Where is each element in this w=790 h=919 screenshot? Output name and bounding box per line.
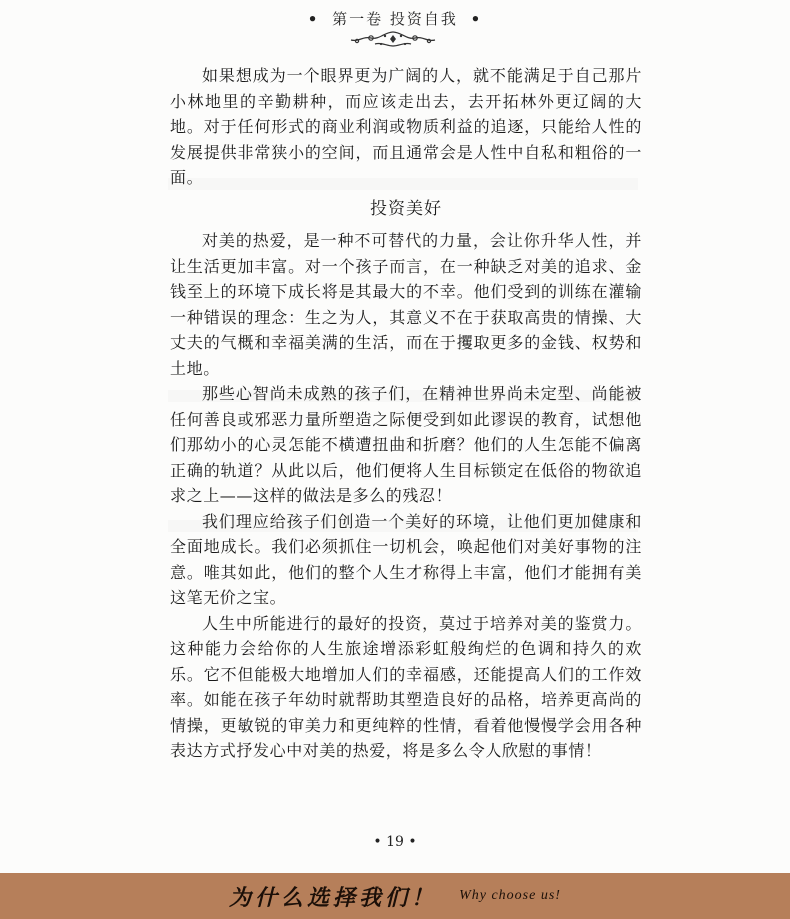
body-paragraph: 人生中所能进行的最好的投资，莫过于培养对美的鉴赏力。这种能力会给你的人生旅途增添彩虹般绚烂的色调和持久的欢乐。它不但能极大地增加人们的幸福感，还能提高人们的工作效率。如能在孩子年幼时就帮助其塑造良好的品格，培养更高尚的情操，更敏锐的审美力和更纯粹的性情，看着他慢慢学会用各种表达方式抒发心中对美的热爱，将是多么令人欣慰的事情！: [170, 613, 642, 760]
header-dot-right: •: [470, 10, 483, 28]
intro-paragraph: 如果想成为一个眼界更为广阔的人，就不能满足于自己那片小林地里的辛勤耕种，而应该走出去，去开拓林外更辽阔的大地。对于任何形式的商业利润或物质利益的追逐，只能给人性的发展提供非常狭小的空间，而且通常会是人性中自私和粗俗的一面。: [170, 66, 642, 187]
chapter-title: 第一卷 投资自我: [332, 10, 458, 28]
banner-chinese-text: 为什么选择我们！: [229, 884, 438, 911]
floral-ornament-icon: [345, 28, 441, 50]
promo-banner[interactable]: [0, 873, 790, 919]
body-paragraph: 我们理应给孩子们创造一个美好的环境，让他们更加健康和全面地成长。我们必须抓住一切机会，唤起他们对美好事物的注意。唯其如此，他们的整个人生才称得上丰富，他们才能拥有美这笔无价之宝。: [170, 511, 642, 607]
header-dot-left: •: [307, 10, 320, 28]
banner-english-text: Why choose us!: [459, 888, 561, 903]
page-number: • 19 •: [373, 834, 417, 850]
page-body: [170, 63, 642, 764]
chapter-header: [0, 8, 790, 29]
body-paragraph: 对美的热爱，是一种不可替代的力量，会让你升华人性，并让生活更加丰富。对一个孩子而言，在一种缺乏对美的追求、金钱至上的环境下成长将是其最大的不幸。他们受到的训练在灌输一种错误的理念：生之为人，其意义不在于获取高贵的情操、大丈夫的气概和幸福美满的生活，而在于攫取更多的金钱、权势和土地。: [170, 231, 642, 378]
section-title: 投资美好: [370, 198, 442, 219]
body-paragraph: 那些心智尚未成熟的孩子们，在精神世界尚未定型、尚能被任何善良或邪恶力量所塑造之际便受到如此谬误的教育，试想他们那幼小的心灵怎能不横遭扭曲和折磨？他们的人生怎能不偏离正确的轨道？从此以后，他们便将人生目标锁定在低俗的物欲追求之上——这样的做法是多么的残忍！: [170, 384, 642, 505]
